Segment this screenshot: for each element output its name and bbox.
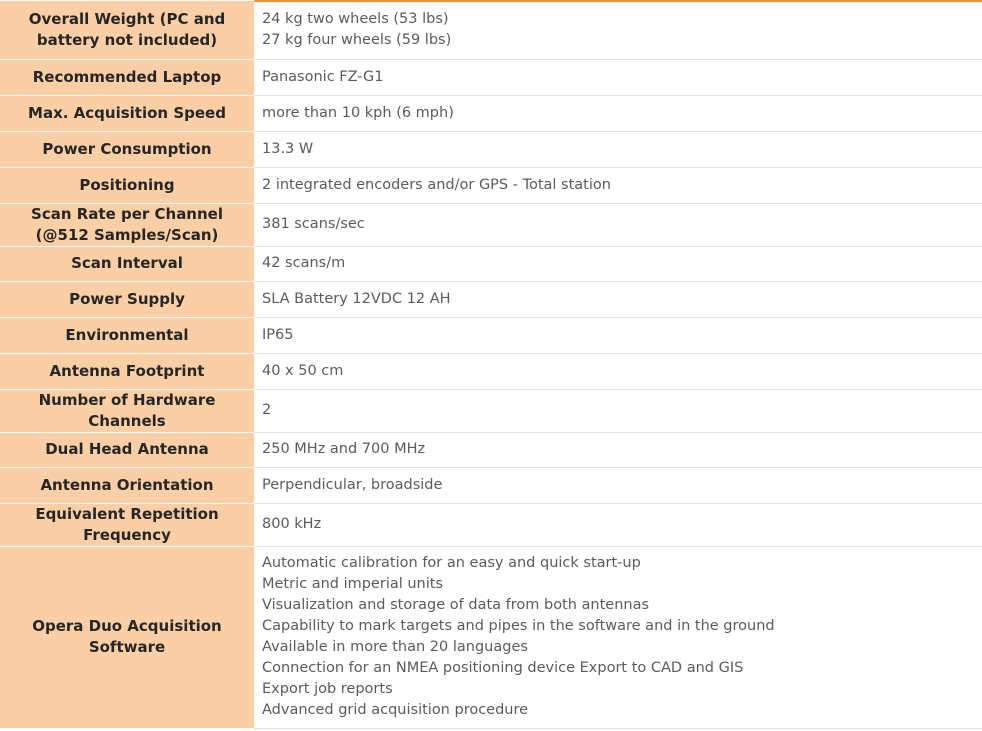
spec-value (254, 203, 982, 246)
spec-value-line: Automatic calibration for an easy and quick start-up (262, 555, 641, 571)
spec-value-line: more than 10 kph (6 mph) (262, 104, 454, 121)
spec-value-line: 250 MHz and 700 MHz (262, 441, 426, 457)
spec-value-line: Visualization and storage of data from both antennas (262, 597, 650, 613)
spec-label: Power Supply (0, 281, 254, 317)
spec-label: Opera Duo Acquisition Software (0, 546, 254, 728)
spec-value (254, 246, 982, 281)
spec-value-line: Perpendicular, broadside (262, 476, 443, 493)
spec-label: Scan Interval (0, 246, 254, 281)
spec-row-acquisition-software (0, 546, 982, 728)
spec-value (254, 1, 982, 59)
spec-value (254, 353, 982, 389)
spec-row-hardware-channels (0, 389, 982, 432)
spec-value-line: IP65 (262, 326, 294, 343)
spec-value-line: Panasonic FZ-G1 (262, 68, 384, 85)
spec-value-line: 42 scans/m (262, 255, 346, 271)
spec-value-line: 381 scans/sec (262, 216, 365, 232)
spec-value (254, 167, 982, 203)
spec-label: Scan Rate per Channel (@512 Samples/Scan) (0, 203, 254, 246)
spec-value-line: 13.3 W (262, 140, 314, 157)
spec-label: Overall Weight (PC and battery not included) (0, 1, 254, 59)
spec-value (254, 59, 982, 95)
spec-value-line: Connection for an NMEA positioning device Export to CAD and GIS (262, 660, 744, 676)
spec-value-line: SLA Battery 12VDC 12 AH (262, 290, 451, 307)
spec-label: Antenna Orientation (0, 467, 254, 503)
spec-label: Max. Acquisition Speed (0, 95, 254, 131)
spec-value (254, 95, 982, 131)
spec-row-scan-interval (0, 246, 982, 281)
spec-value-line: 27 kg four wheels (59 lbs) (262, 32, 452, 49)
specifications-body (0, 1, 982, 728)
spec-label: Positioning (0, 167, 254, 203)
spec-label: Equivalent Repetition Frequency (0, 503, 254, 546)
spec-row-scan-rate (0, 203, 982, 246)
spec-row-overall-weight (0, 1, 982, 59)
spec-row-max-acquisition-speed (0, 95, 982, 131)
spec-value-line: Available in more than 20 languages (262, 639, 528, 655)
spec-row-power-consumption (0, 131, 982, 167)
spec-value-line: 800 kHz (262, 516, 322, 532)
spec-label: Dual Head Antenna (0, 432, 254, 467)
spec-value-line: Capability to mark targets and pipes in the software and in the ground (262, 618, 775, 634)
spec-value (254, 389, 982, 432)
spec-value (254, 503, 982, 546)
spec-row-dual-head-antenna (0, 432, 982, 467)
spec-value-line: Export job reports (262, 681, 393, 697)
spec-label: Number of Hardware Channels (0, 389, 254, 432)
spec-value (254, 432, 982, 467)
spec-label: Environmental (0, 317, 254, 353)
spec-value (254, 467, 982, 503)
spec-value-line: 24 kg two wheels (53 lbs) (262, 11, 449, 28)
spec-value-line: Advanced grid acquisition procedure (262, 702, 529, 718)
spec-label: Power Consumption (0, 131, 254, 167)
spec-row-antenna-footprint (0, 353, 982, 389)
spec-value-line: 2 (262, 402, 272, 418)
spec-row-environmental (0, 317, 982, 353)
spec-label: Antenna Footprint (0, 353, 254, 389)
spec-label: Recommended Laptop (0, 59, 254, 95)
spec-row-recommended-laptop (0, 59, 982, 95)
spec-value-line: 2 integrated encoders and/or GPS - Total station (262, 176, 611, 193)
spec-value-line: 40 x 50 cm (262, 362, 344, 379)
spec-value (254, 317, 982, 353)
spec-row-antenna-orientation (0, 467, 982, 503)
spec-value (254, 131, 982, 167)
spec-row-repetition-frequency (0, 503, 982, 546)
spec-row-positioning (0, 167, 982, 203)
spec-row-power-supply (0, 281, 982, 317)
spec-value-line: Metric and imperial units (262, 576, 444, 592)
spec-value (254, 281, 982, 317)
spec-value (254, 546, 982, 728)
